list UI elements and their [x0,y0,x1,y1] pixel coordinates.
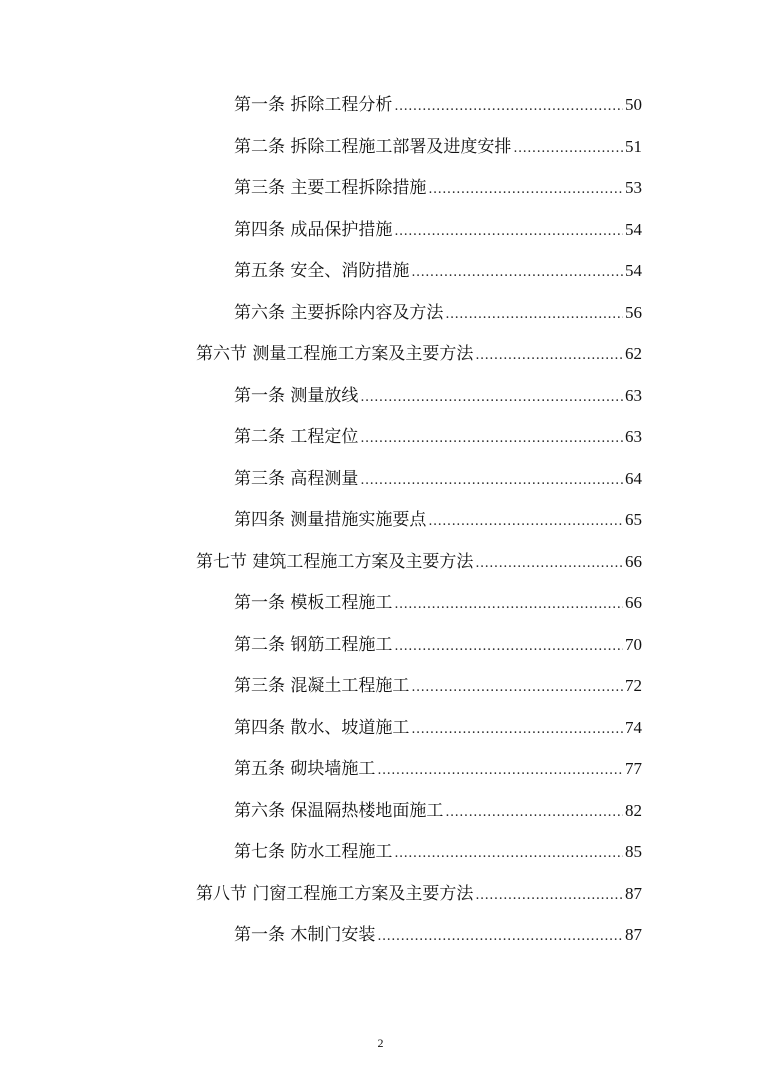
toc-entry-page: 87 [625,925,642,944]
dot-leader [475,549,623,579]
toc-entry-title: 第七条 防水工程施工 [234,842,393,862]
toc-entry[interactable] [234,215,642,245]
dot-leader [394,839,623,869]
toc-entry-page: 56 [625,302,642,322]
toc-section-entry[interactable] [196,547,642,577]
toc-entry-title: 第八节 门窗工程施工方案及主要方法 [196,883,474,904]
toc-entry-title: 第一条 模板工程施工 [234,593,393,613]
toc-entry-page: 62 [625,344,642,363]
dot-leader [513,134,623,164]
dot-leader [475,881,623,911]
dot-leader [411,258,623,288]
toc-entry[interactable] [234,464,642,494]
toc-entry-page: 51 [625,136,642,156]
toc-entry-page: 65 [625,510,642,529]
dot-leader [394,217,623,247]
toc-entry-page: 50 [625,95,642,114]
toc-entry-title: 第一条 拆除工程分析 [234,95,393,115]
toc-entry[interactable] [234,505,642,535]
toc-entry-page: 77 [625,759,642,778]
toc-entry[interactable] [234,754,642,784]
dot-leader [475,341,623,371]
toc-entry-title: 第二条 工程定位 [234,427,359,447]
toc-entry[interactable] [234,588,642,618]
toc-entry-page: 82 [625,800,642,820]
toc-entry-title: 第六条 保温隔热楼地面施工 [234,800,444,821]
toc-entry-title: 第三条 主要工程拆除措施 [234,178,427,198]
dot-leader [411,673,623,703]
dot-leader [411,715,623,745]
toc-entry-title: 第四条 散水、坡道施工 [234,717,410,738]
dot-leader [360,466,623,496]
toc-entry-page: 74 [625,717,642,737]
page-number: 2 [377,1036,384,1050]
toc-entry[interactable] [234,132,642,162]
dot-leader [445,798,623,828]
toc-section-entry[interactable] [196,339,642,369]
toc-entry[interactable] [234,422,642,452]
toc-entry[interactable] [234,630,642,660]
toc-entry-title: 第一条 测量放线 [234,385,359,406]
toc-entry[interactable] [234,298,642,328]
dot-leader [394,92,623,122]
toc-entry[interactable] [234,90,642,120]
dot-leader [377,756,623,786]
toc-entry-title: 第六节 测量工程施工方案及主要方法 [196,344,474,364]
toc-entry[interactable] [234,381,642,411]
toc-entry-page: 64 [625,468,642,488]
toc-entry-page: 54 [625,219,642,239]
toc-entry-title: 第一条 木制门安装 [234,925,376,945]
toc-entry-title: 第五条 安全、消防措施 [234,261,410,281]
toc-entry-title: 第二条 钢筋工程施工 [234,634,393,655]
toc-entry-title: 第六条 主要拆除内容及方法 [234,302,444,323]
dot-leader [377,922,623,952]
toc-entry-page: 63 [625,385,642,405]
toc-entry-title: 第七节 建筑工程施工方案及主要方法 [196,551,474,572]
toc-entry[interactable] [234,796,642,826]
toc-entry[interactable] [234,920,642,950]
toc-entry-page: 66 [625,551,642,571]
dot-leader [428,507,623,537]
dot-leader [394,590,623,620]
toc-entry-page: 70 [625,634,642,654]
dot-leader [360,424,623,454]
toc-entry-page: 53 [625,178,642,197]
dot-leader [394,632,623,662]
dot-leader [428,175,623,205]
toc-entry-title: 第三条 高程测量 [234,468,359,489]
toc-entry-page: 63 [625,427,642,446]
toc-entry[interactable] [234,671,642,701]
toc-entry[interactable] [234,256,642,286]
toc-entry[interactable] [234,173,642,203]
dot-leader [360,383,623,413]
toc-section-entry[interactable] [196,879,642,909]
toc-entry[interactable] [234,837,642,867]
toc-entry-page: 87 [625,883,642,903]
toc-entry-title: 第四条 成品保护措施 [234,219,393,240]
dot-leader [445,300,623,330]
toc-entry-page: 54 [625,261,642,280]
toc-entry-title: 第四条 测量措施实施要点 [234,510,427,530]
toc-entry-title: 第二条 拆除工程施工部署及进度安排 [234,136,512,157]
toc-entry-title: 第五条 砌块墙施工 [234,759,376,779]
toc-entry[interactable] [234,713,642,743]
toc-entry-title: 第三条 混凝土工程施工 [234,676,410,696]
toc-entry-page: 72 [625,676,642,695]
toc-entry-page: 66 [625,593,642,612]
toc-entry-page: 85 [625,842,642,861]
